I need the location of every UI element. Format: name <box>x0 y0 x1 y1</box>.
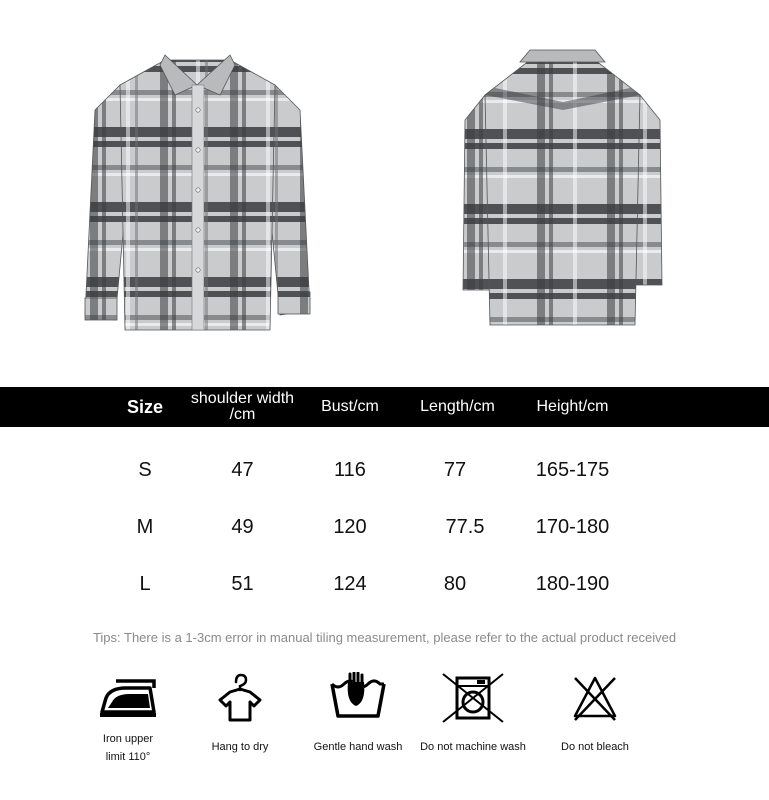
header-height: Height/cm <box>536 398 609 415</box>
care-label: Do not machine wash <box>420 741 526 753</box>
cell-bust: 120 <box>333 515 367 538</box>
table-row <box>0 450 769 490</box>
no-bleach-icon <box>569 672 621 724</box>
care-item-no-machine-wash <box>413 672 533 772</box>
cell-shoulder: 49 <box>231 515 254 538</box>
table-row <box>0 507 769 547</box>
cell-length: 77 <box>443 458 467 481</box>
care-label-line2: limit 110° <box>105 751 151 763</box>
no-machine-wash-icon <box>441 672 505 724</box>
header-size: Size <box>126 397 164 417</box>
product-photos <box>0 0 769 380</box>
header-bust: Bust/cm <box>321 398 379 415</box>
shirt-front-image <box>80 40 315 340</box>
cell-height: 165-175 <box>535 458 610 481</box>
care-item-hang-dry <box>180 672 300 772</box>
care-label: Hang to dry <box>211 741 269 753</box>
cell-bust: 116 <box>334 458 366 481</box>
care-label-line1: Iron upper <box>102 733 154 745</box>
cell-shoulder: 51 <box>231 572 254 595</box>
header-shoulder-line1: shoulder width <box>190 390 295 407</box>
care-label <box>68 730 188 766</box>
care-item-iron <box>68 672 188 772</box>
hang-dry-icon <box>216 672 264 724</box>
header-length: Length/cm <box>420 398 495 415</box>
cell-length: 77.5 <box>445 515 485 538</box>
cell-size: L <box>139 572 151 595</box>
cell-bust: 124 <box>333 572 367 595</box>
cell-height: 180-190 <box>535 572 610 595</box>
care-item-no-bleach <box>535 672 655 772</box>
cell-size: M <box>136 515 154 538</box>
iron-icon <box>96 672 160 720</box>
size-table-header <box>0 387 769 427</box>
cell-length: 80 <box>443 572 467 595</box>
cell-height: 170-180 <box>535 515 610 538</box>
cell-shoulder: 47 <box>231 458 254 481</box>
measurement-tip: Tips: There is a 1-3cm error in manual tiling measurement, please refer to the actual product received <box>92 630 677 645</box>
care-label: Gentle hand wash <box>313 741 403 753</box>
header-shoulder-width <box>180 387 305 427</box>
table-row <box>0 564 769 604</box>
shirt-back-image <box>455 40 670 335</box>
care-label: Do not bleach <box>561 741 629 753</box>
care-item-hand-wash <box>298 672 418 772</box>
hand-wash-icon <box>328 672 388 724</box>
cell-size: S <box>138 458 152 481</box>
header-shoulder-line2: /cm <box>229 406 256 423</box>
